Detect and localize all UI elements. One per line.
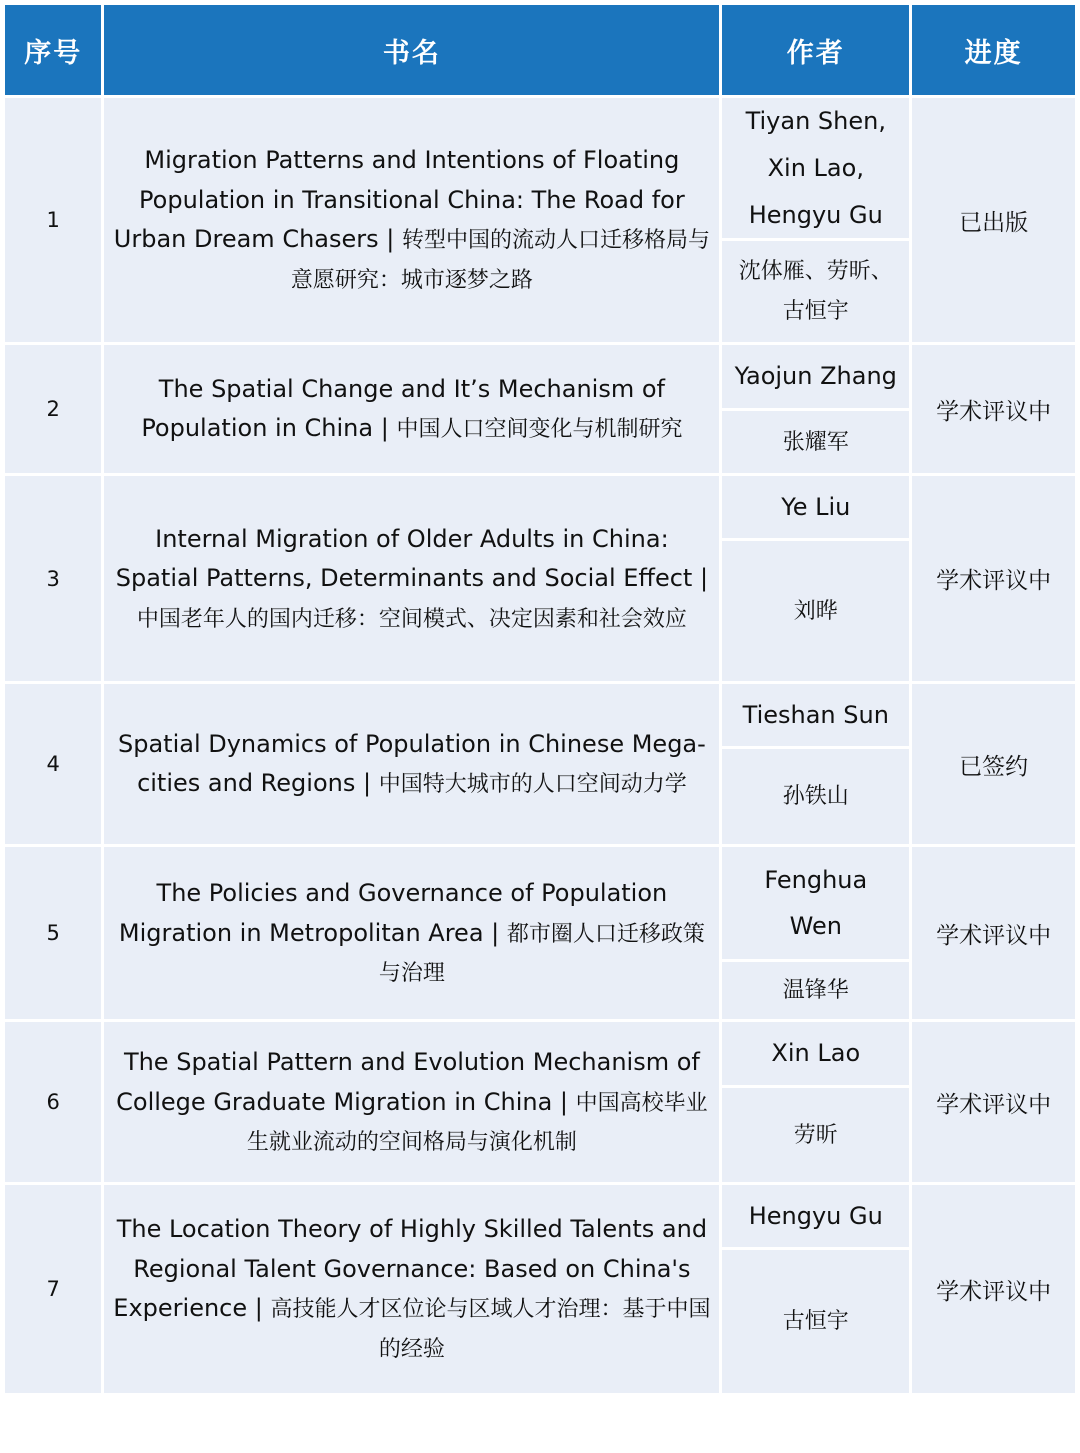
status-badge: 学术评议中 — [912, 476, 1075, 681]
book-title-en: Internal Migration of Older Adults in China: Spatial Patterns, Determinants and Social Effect | — [115, 524, 709, 593]
author-en-line: Hengyu Gu — [748, 1201, 883, 1230]
header-status: 进度 — [912, 5, 1075, 95]
book-title — [104, 847, 719, 1019]
row-number: 3 — [5, 476, 101, 681]
author-en-line: Yaojun Zhang — [734, 362, 897, 391]
author-en-line: Ye Liu — [781, 492, 851, 521]
book-title-en: Migration Patterns and Intentions of Floating Population in Transitional China: The Road for Urban Dream Chasers | — [113, 146, 685, 254]
book-title-en: The Location Theory of Highly Skilled Talents and Regional Talent Governance: Based on China's Experience | — [113, 1215, 708, 1323]
status-badge: 已出版 — [912, 98, 1075, 342]
row-number: 6 — [5, 1022, 101, 1182]
status-badge: 学术评议中 — [912, 847, 1075, 1019]
status-badge: 学术评议中 — [912, 345, 1075, 473]
book-table-wrapper — [2, 2, 1078, 1451]
row-number: 2 — [5, 345, 101, 473]
author-zh-line: 温锋华 — [782, 978, 849, 1004]
author-zh-line: 劳昕 — [793, 1122, 838, 1148]
author-zh — [722, 749, 909, 844]
book-title — [104, 684, 719, 844]
header-title: 书名 — [104, 5, 719, 95]
book-title — [104, 1185, 719, 1393]
table-row — [5, 684, 1075, 746]
header-author: 作者 — [722, 5, 909, 95]
author-en — [722, 1022, 909, 1085]
author-en-line: Hengyu Gu — [748, 200, 883, 229]
row-number: 1 — [5, 98, 101, 342]
book-title-zh: 高技能人才区位论与区域人才治理：基于中国的经验 — [270, 1297, 711, 1362]
book-title-zh: 转型中国的流动人口迁移格局与意愿研究：城市逐梦之路 — [290, 228, 710, 293]
author-en-line: Wen — [789, 912, 842, 941]
author-en-line: Fenghua — [764, 865, 868, 894]
author-en — [722, 98, 909, 238]
author-zh — [722, 541, 909, 681]
book-title-en: The Spatial Change and It’s Mechanism of Population in China | — [141, 374, 665, 443]
status-badge: 学术评议中 — [912, 1022, 1075, 1182]
header-no: 序号 — [5, 5, 101, 95]
table-row — [5, 476, 1075, 538]
author-zh — [722, 241, 909, 342]
book-title — [104, 345, 719, 473]
row-number: 5 — [5, 847, 101, 1019]
table-row — [5, 345, 1075, 408]
author-en-line: Tieshan Sun — [742, 700, 889, 729]
author-zh-line: 沈体雁、劳昕、 — [738, 259, 893, 285]
table-row — [5, 1185, 1075, 1247]
book-title-zh: 都市圈人口迁移政策与治理 — [378, 921, 705, 987]
author-zh-line: 刘晔 — [793, 598, 838, 624]
author-en — [722, 345, 909, 408]
table-header-row — [5, 5, 1075, 95]
book-title-zh: 中国高校毕业生就业流动的空间格局与演化机制 — [246, 1090, 708, 1156]
table-body — [5, 98, 1075, 1393]
row-number: 4 — [5, 684, 101, 844]
table-row — [5, 98, 1075, 238]
book-title — [104, 1022, 719, 1182]
author-en-line: Tiyan Shen, — [745, 107, 886, 135]
author-zh-line: 古恒宇 — [782, 298, 849, 324]
table-row — [5, 1022, 1075, 1085]
author-zh-line: 古恒宇 — [782, 1309, 849, 1335]
row-number: 7 — [5, 1185, 101, 1393]
author-en — [722, 1185, 909, 1247]
book-title-en: The Spatial Pattern and Evolution Mechanism of College Graduate Migration in China | — [116, 1048, 700, 1116]
author-zh-line: 孙铁山 — [782, 784, 849, 810]
status-badge: 学术评议中 — [912, 1185, 1075, 1393]
book-title — [104, 476, 719, 681]
author-en-line: Xin Lao, — [767, 153, 864, 182]
author-en-line: Xin Lao — [771, 1039, 861, 1068]
author-zh — [722, 1250, 909, 1393]
author-en — [722, 684, 909, 746]
book-title-en: The Policies and Governance of Population Migration in Metropolitan Area | — [118, 879, 668, 947]
status-badge: 已签约 — [912, 684, 1075, 844]
author-zh-line: 张耀军 — [782, 429, 849, 455]
book-progress-table — [2, 2, 1078, 1396]
author-zh — [722, 411, 909, 473]
table-row — [5, 847, 1075, 959]
book-title-zh: 中国人口空间变化与机制研究 — [396, 417, 683, 443]
book-title-zh: 中国老年人的国内迁移：空间模式、决定因素和社会效应 — [136, 606, 687, 632]
book-title — [104, 98, 719, 342]
author-zh — [722, 1088, 909, 1182]
book-title-zh: 中国特大城市的人口空间动力学 — [378, 772, 687, 798]
author-en — [722, 847, 909, 959]
book-title-en: Spatial Dynamics of Population in Chinese Mega-cities and Regions | — [117, 729, 706, 798]
author-en — [722, 476, 909, 538]
author-zh — [722, 962, 909, 1019]
